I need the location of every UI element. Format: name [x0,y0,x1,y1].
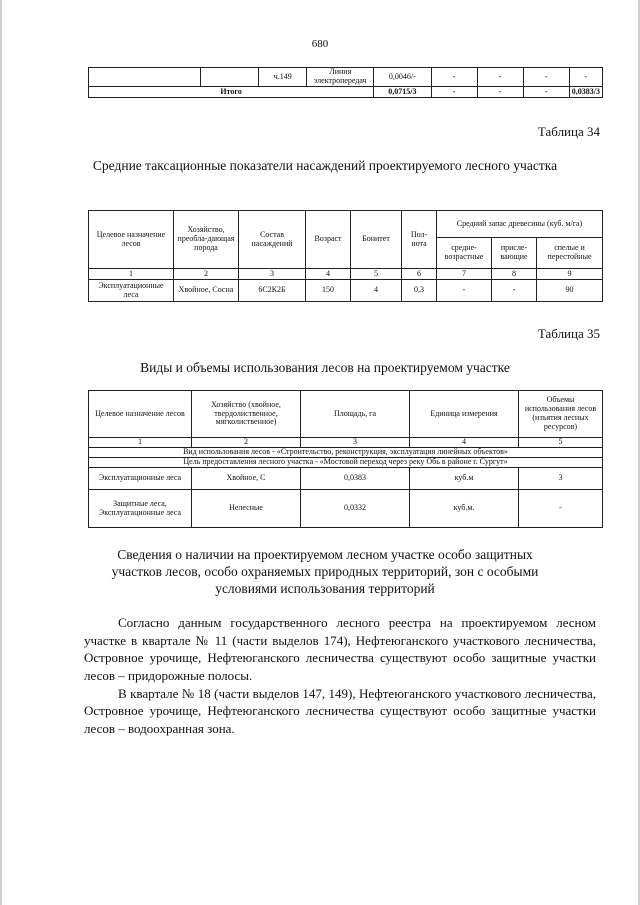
table-cell: 2 [174,269,239,280]
table-cell: 9 [537,269,603,280]
usage-goal-row [89,458,603,468]
table-cell: - [523,87,569,98]
table-cell: - [519,490,603,528]
table35 [88,390,603,528]
table-cell: Хвойное, Сосна [174,280,239,302]
table-number-row [89,269,603,280]
usage-type-row [89,448,603,458]
table-cell: - [431,68,477,87]
total-row [89,87,603,98]
table-cell: - [477,68,523,87]
col-approaching: присле-вающие [492,238,537,269]
table-row [89,490,603,528]
col-volume: Объемы использования лесов (изъятия лесных ресурсов) [519,391,603,438]
col-unit: Единица измерения [410,391,519,438]
table-cell: 6С2К2Б [239,280,306,302]
table-cell: Защитные леса, Эксплуатационные леса [89,490,192,528]
top-table [88,67,603,98]
table-cell: ч.149 [259,68,307,87]
col-density: Пол-нота [402,211,437,269]
table-cell: 3 [301,438,410,448]
table-cell: - [431,87,477,98]
table-cell: 90 [537,280,603,302]
table-cell: 5 [351,269,402,280]
table-header-row [89,211,603,238]
table-cell: 6 [402,269,437,280]
table-cell: 0,0046/- [374,68,431,87]
table-cell: - [569,68,602,87]
section-heading: Сведения о наличии на проектируемом лесном участке особо защитных участков лесов, особо охраняемых природных территорий, зон с особыми условиями использования территорий [111,547,539,596]
table-cell: 4 [306,269,351,280]
table-header-row [89,391,603,438]
table-cell: 3 [239,269,306,280]
table-cell [201,68,259,87]
table-cell [89,68,201,87]
col-farm: Хозяйство (хвойное, твердолиственное, мягколиственное) [192,391,301,438]
table-cell: куб.м [410,468,519,490]
table-row [89,280,603,302]
table-cell: 5 [519,438,603,448]
table-cell: 1 [89,269,174,280]
table-cell: 0,3 [402,280,437,302]
col-composition: Состав насаждений [239,211,306,269]
table35-label: Таблица 35 [537,326,600,341]
table-number-row [89,438,603,448]
table-row [89,68,603,87]
table-cell: - [437,280,492,302]
col-ripe: спелые и перестойные [537,238,603,269]
table-cell: Хвойное, С [192,468,301,490]
col-age: Возраст [306,211,351,269]
table-cell: 150 [306,280,351,302]
col-farm: Хозяйство, преобла-дающая порода [174,211,239,269]
table-cell: 8 [492,269,537,280]
col-bonitet: Бонитет [351,211,402,269]
table35-title: Виды и объемы использования лесов на проектируемом участке [140,360,510,375]
page-number: 680 [311,38,329,50]
paragraph: Согласно данным государственного лесного реестра на проектируемом лесном участке в квартале № 11 (части выделов 174), Нефтеюганского участкового лесничества, Островное урочище, Нефтеюганского лесничества существуют особо защитные участки лесов – придорожные полосы. [84,615,596,684]
table-cell: Эксплуатационные леса [89,468,192,490]
table-cell: 0,0383 [301,468,410,490]
table-cell: 0,0383/3 [569,87,602,98]
table-cell: 3 [519,468,603,490]
total-label: Итого [89,87,374,98]
table-cell: Эксплуатационные леса [89,280,174,302]
col-mid: средне-возрастные [437,238,492,269]
table34 [88,210,603,302]
table-cell: 1 [89,438,192,448]
usage-type: Вид использования лесов - «Строительство, реконструкция, эксплуатация линейных объектов» [89,448,603,458]
table-cell: 4 [351,280,402,302]
table-cell: - [477,87,523,98]
table-cell: куб.м. [410,490,519,528]
table-cell: 0,0332 [301,490,410,528]
col-purpose: Целевое назначение лесов [89,391,192,438]
table-cell: 7 [437,269,492,280]
table-cell: Нелесные [192,490,301,528]
paragraph: В квартале № 18 (части выделов 147, 149), Нефтеюганского участкового лесничества, Островное урочище, Нефтеюганского лесничества существуют особо защитные участки лесов – водоохранная зона. [84,685,596,737]
body-text [84,614,596,738]
table-cell: 2 [192,438,301,448]
col-area: Площадь, га [301,391,410,438]
table-cell: 4 [410,438,519,448]
table34-label: Таблица 34 [537,124,600,139]
usage-goal: Цель предоставления лесного участка - «Мостовой переход через реку Обь в районе г. Сургут» [89,458,603,468]
col-stock: Средний запас древесины (куб. м/га) [437,211,603,238]
table-cell: Линия электропередач [307,68,374,87]
table34-title: Средние таксационные показатели насаждений проектируемого лесного участка [92,158,558,173]
table-row [89,468,603,490]
total-area: 0,0715/3 [374,87,431,98]
table-cell: - [492,280,537,302]
col-purpose: Целевое назначение лесов [89,211,174,269]
table-cell: - [523,68,569,87]
